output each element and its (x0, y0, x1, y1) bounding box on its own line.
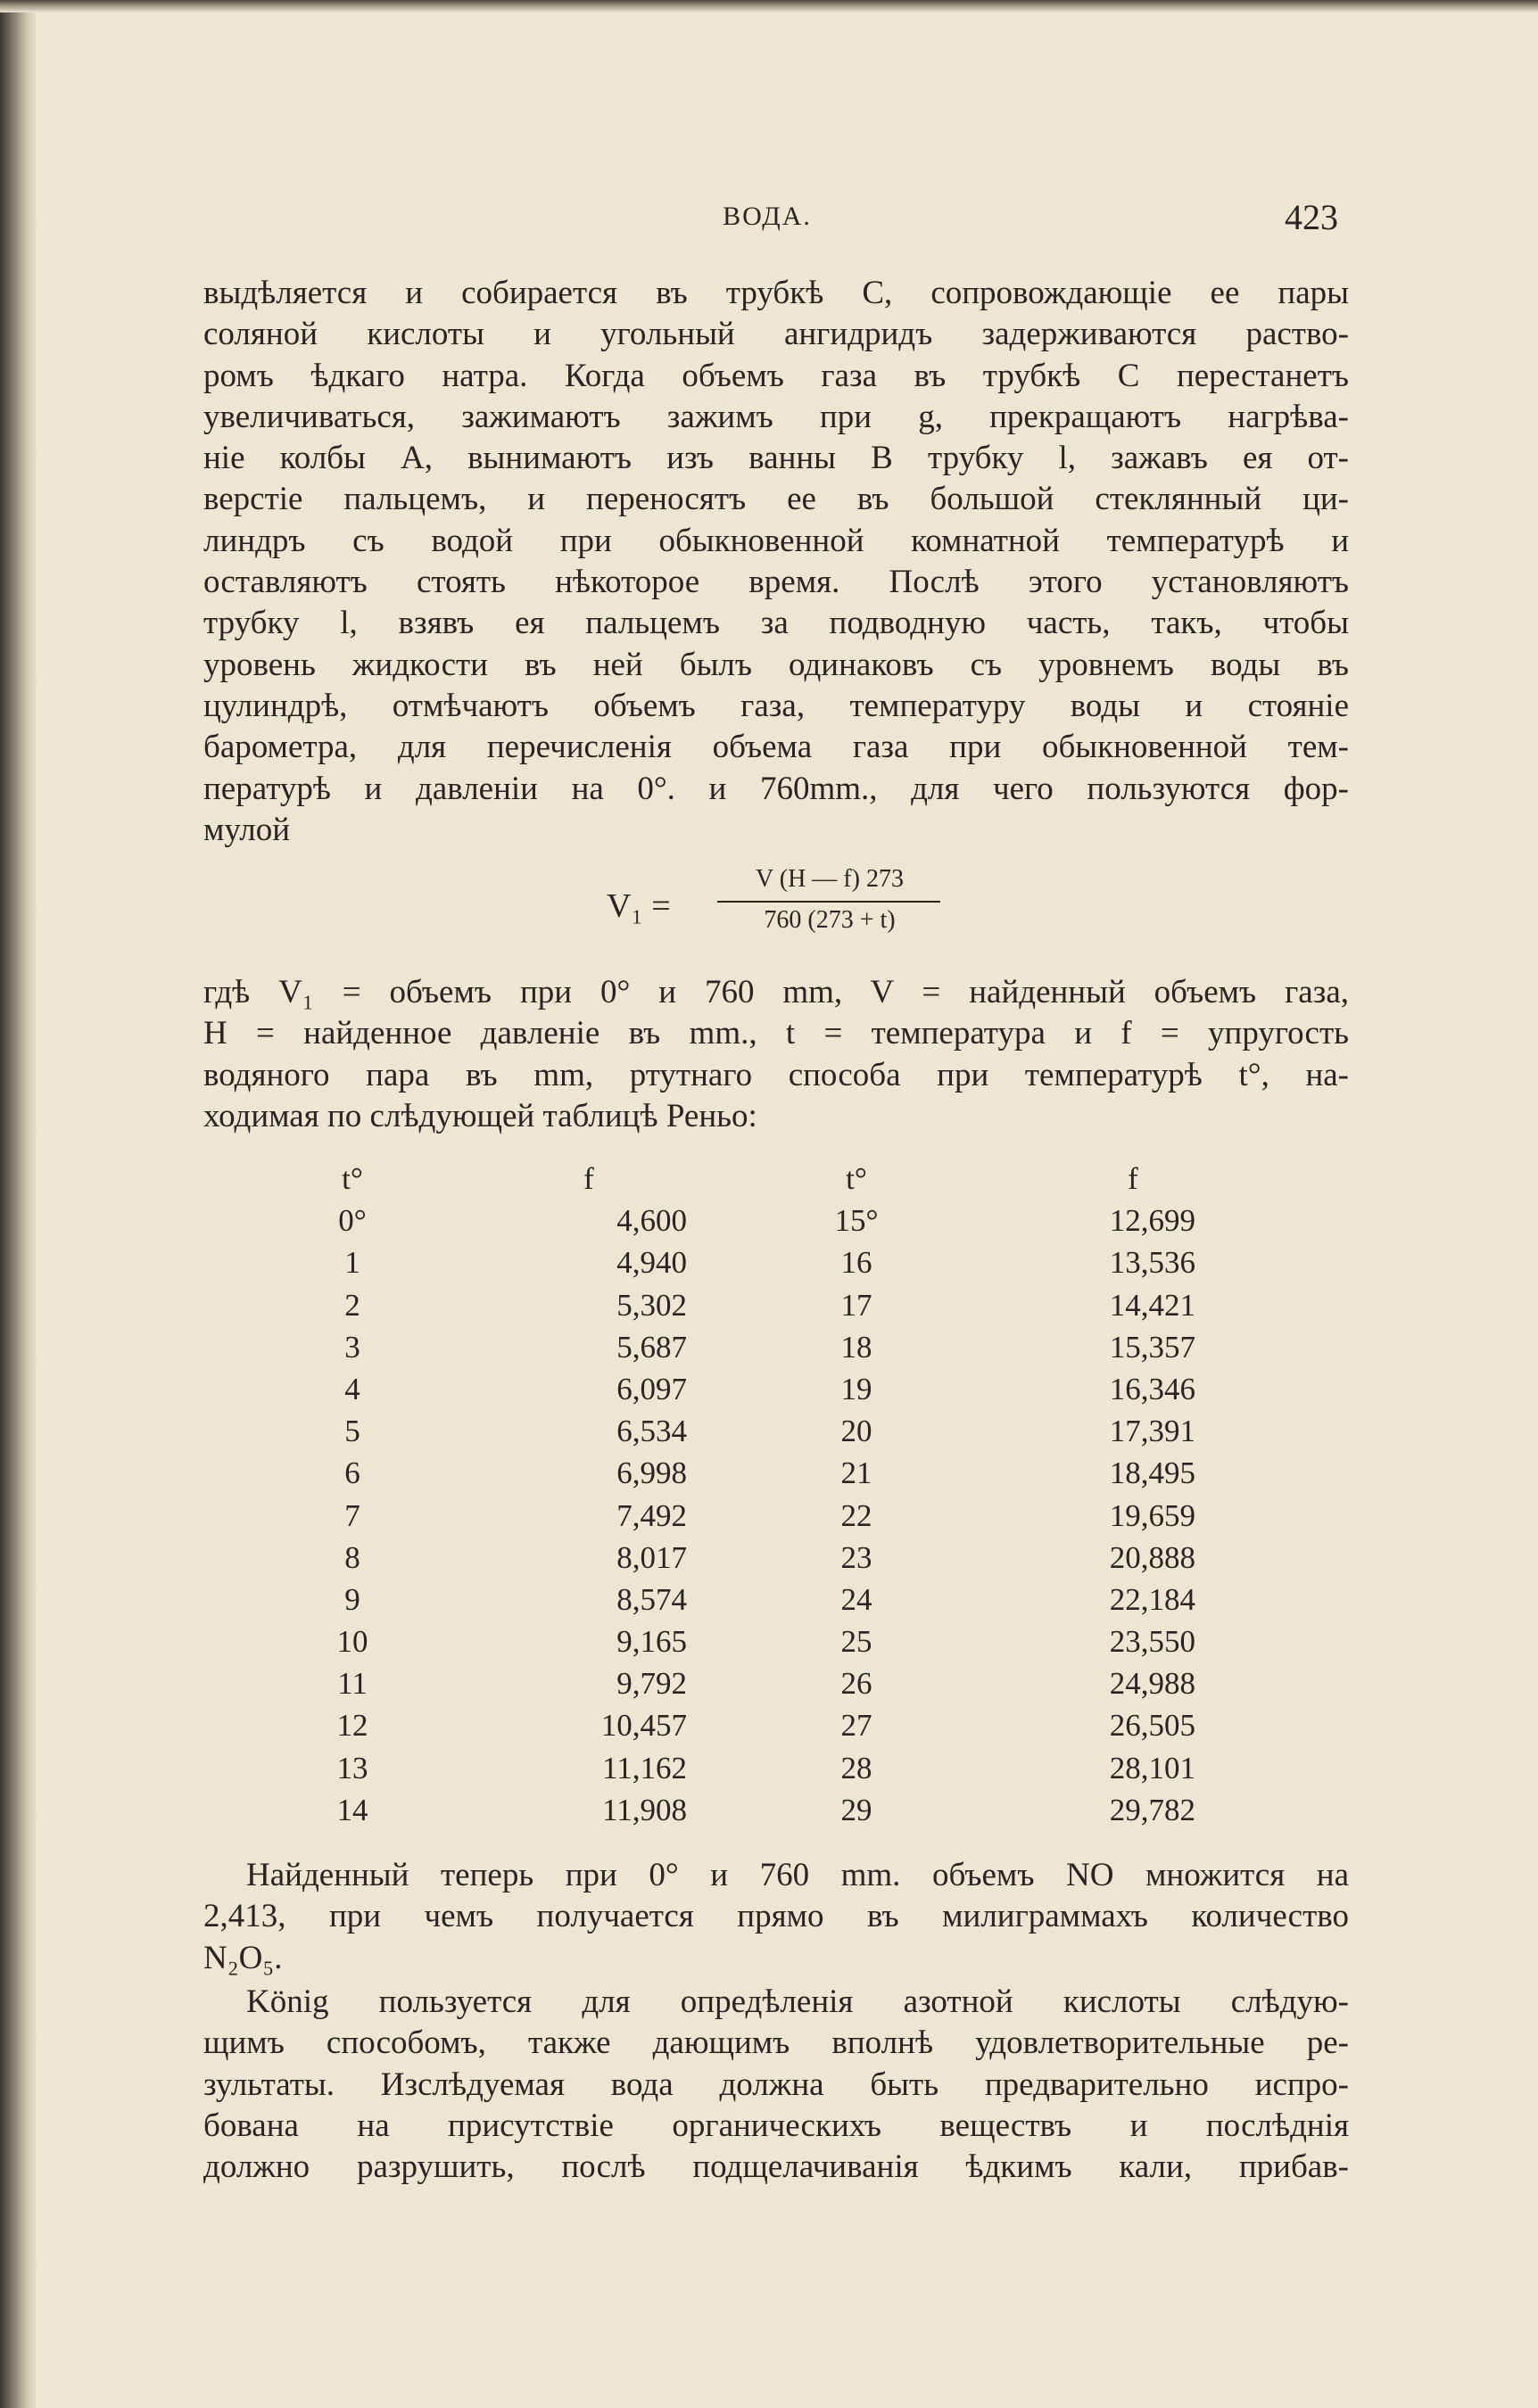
table-cell: 8,574 (616, 1581, 687, 1617)
table-cell: 11,162 (602, 1750, 687, 1785)
text-line: ромъ ѣдкаго натра. Когда объемъ газа въ трубкѣ C перестанетъ (203, 357, 1349, 394)
table-cell: 3 (344, 1329, 360, 1365)
table-cell: 16 (840, 1245, 872, 1281)
text-line: гдѣ V₁ = объемъ при 0° и 760 mm, V = найденный объемъ газа, (203, 974, 1349, 1010)
table-cell: 27 (840, 1708, 872, 1744)
table-cell: 26 (840, 1666, 872, 1702)
text-line: пературѣ и давленіи на 0°. и 760mm., для чего пользуются фор- (203, 770, 1349, 807)
table-cell: 6,534 (616, 1414, 687, 1449)
text-line: верстіе пальцемъ, и переносятъ ее въ большой стеклянный ци- (203, 481, 1349, 518)
table-row (321, 1288, 1258, 1330)
paragraph-4 (203, 1982, 1349, 2188)
text-line: König пользуется для опредѣленія азотной кислоты слѣдую- (246, 1983, 1349, 2020)
table-row (321, 1498, 1258, 1540)
table-cell: 10 (336, 1624, 368, 1660)
table-cell: 9,792 (616, 1666, 687, 1702)
text-line: ніе колбы A, вынимаютъ изъ ванны B трубку l, зажавъ ея от- (203, 440, 1349, 477)
table-row (321, 1666, 1258, 1708)
paragraph-3 (203, 1855, 1349, 1979)
table-cell: 21 (840, 1456, 872, 1491)
table-cell: 12,699 (1109, 1203, 1195, 1239)
table-cell: 10,457 (600, 1708, 687, 1744)
table-cell: 29,782 (1109, 1792, 1195, 1827)
table-cell: 8 (344, 1539, 360, 1575)
table-cell: 17 (840, 1287, 872, 1323)
table-cell: 0° (338, 1203, 367, 1239)
table-cell: 2 (344, 1287, 360, 1323)
text-line: H = найденное давленіе въ mm., t = температура и f = упругость (203, 1015, 1349, 1052)
table-cell: 18 (840, 1329, 872, 1365)
table-row (321, 1793, 1258, 1835)
table-cell: 15° (834, 1203, 879, 1239)
table-cell: 5 (344, 1414, 360, 1449)
table-cell: 9,165 (616, 1624, 687, 1660)
table-body (321, 1203, 1258, 1835)
text-line: мулой (203, 811, 291, 848)
table-row (321, 1414, 1258, 1456)
table-cell: 14 (336, 1792, 368, 1827)
table-header-cell: f (1128, 1161, 1138, 1196)
text-line: водяного пара въ mm, ртутнаго способа при температурѣ t°, на- (203, 1056, 1349, 1093)
running-title: ВОДА. (723, 202, 812, 231)
table-cell: 17,391 (1109, 1414, 1195, 1449)
table-cell: 5,302 (616, 1287, 687, 1323)
table-cell: 6 (344, 1456, 360, 1491)
table-row (321, 1708, 1258, 1750)
table-cell: 23,550 (1109, 1624, 1195, 1660)
table-cell: 12 (336, 1708, 368, 1744)
table-cell: 13,536 (1109, 1245, 1195, 1281)
text-line: зультаты. Изслѣдуемая вода должна быть предварительно испро- (203, 2066, 1349, 2103)
text-line: уровень жидкости въ ней былъ одинаковъ съ уровнемъ воды въ (203, 646, 1349, 683)
table-row (321, 1245, 1258, 1287)
page-header (0, 197, 1538, 255)
table-cell: 23 (840, 1539, 872, 1575)
table-cell: 24 (840, 1581, 872, 1617)
table-header-row (321, 1161, 1258, 1203)
text-line: линдръ съ водой при обыкновенной комнатной температурѣ и (203, 522, 1349, 559)
table-cell: 13 (336, 1750, 368, 1785)
table-cell: 20,888 (1109, 1539, 1195, 1575)
table-row (321, 1751, 1258, 1793)
table-cell: 25 (840, 1624, 872, 1660)
formula-denominator: 760 (273 + t) (764, 906, 896, 934)
table-header-cell: f (583, 1161, 594, 1196)
page-edge-top (0, 0, 1538, 12)
table-cell: 16,346 (1109, 1371, 1195, 1406)
table-cell: 19,659 (1109, 1497, 1195, 1533)
text-line: 2,413, при чемъ получается прямо въ милиграммахъ количество (203, 1898, 1349, 1935)
paragraph-2 (203, 972, 1349, 1137)
table-cell: 15,357 (1109, 1329, 1195, 1365)
table-cell: 20 (840, 1414, 872, 1449)
text-line: ходимая по слѣдующей таблицѣ Реньо: (203, 1097, 757, 1134)
table-row (321, 1330, 1258, 1372)
table-row (321, 1203, 1258, 1245)
table-cell: 5,687 (616, 1329, 687, 1365)
table-row (321, 1540, 1258, 1582)
fraction-bar (717, 901, 940, 903)
table-cell: 6,998 (616, 1456, 687, 1491)
vapor-pressure-table (321, 1161, 1258, 1835)
table-header-cell: t° (342, 1161, 363, 1196)
text-line: выдѣляется и собирается въ трубкѣ C, сопровождающіе ее пары (203, 275, 1349, 311)
table-cell: 29 (840, 1792, 872, 1827)
text-line: оставляютъ стоять нѣкоторое время. Послѣ этого установляютъ (203, 564, 1349, 601)
table-row (321, 1582, 1258, 1624)
text-line: должно разрушить, послѣ подщелачиванія ѣдкимъ кали, прибав- (203, 2148, 1349, 2186)
text-line: барометра, для перечисленія объема газа при обыкновенной тем- (203, 729, 1349, 766)
table-cell: 1 (344, 1245, 360, 1281)
table-header-cell: t° (846, 1161, 867, 1196)
formula-numerator: V (H — f) 273 (756, 865, 904, 893)
table-cell: 11 (337, 1666, 368, 1702)
table-cell: 7,492 (616, 1497, 687, 1533)
table-cell: 6,097 (616, 1371, 687, 1406)
table-cell: 22 (840, 1497, 872, 1533)
page-number: 423 (1285, 197, 1338, 237)
table-cell: 4 (344, 1371, 360, 1406)
table-cell: 19 (840, 1371, 872, 1406)
text-line: бована на присутствіе органическихъ веществъ и послѣднія (203, 2107, 1349, 2144)
text-line: Найденный теперь при 0° и 760 mm. объемъ NO множится на (246, 1857, 1349, 1893)
table-cell: 4,600 (616, 1203, 687, 1239)
table-cell: 14,421 (1109, 1287, 1195, 1323)
table-cell: 24,988 (1109, 1666, 1195, 1702)
table-cell: 8,017 (616, 1539, 687, 1575)
table-cell: 28 (840, 1750, 872, 1785)
text-line: трубку l, взявъ ея пальцемъ за подводную часть, такъ, чтобы (203, 605, 1349, 642)
text-line: увеличиваться, зажимаютъ зажимъ при g, прекращаютъ нагрѣва- (203, 398, 1349, 435)
formula-lhs: V₁ = (607, 887, 671, 925)
table-cell: 9 (344, 1581, 360, 1617)
text-line: N₂O₅. (203, 1939, 283, 1976)
table-cell: 7 (344, 1497, 360, 1533)
paragraph-1 (203, 273, 1349, 851)
table-cell: 26,505 (1109, 1708, 1195, 1744)
table-cell: 18,495 (1109, 1456, 1195, 1491)
table-row (321, 1372, 1258, 1414)
text-line: соляной кислоты и угольный ангидридъ задерживаются раство- (203, 316, 1349, 353)
table-cell: 11,908 (602, 1792, 687, 1827)
table-row (321, 1624, 1258, 1666)
text-line: цулиндрѣ, отмѣчаютъ объемъ газа, температуру воды и стояніе (203, 687, 1349, 724)
text-line: щимъ способомъ, также дающимъ вполнѣ удовлетворительные ре- (203, 2025, 1349, 2062)
table-cell: 22,184 (1109, 1581, 1195, 1617)
table-cell: 4,940 (616, 1245, 687, 1281)
formula (607, 865, 963, 954)
page-edge-left (0, 0, 37, 2408)
table-row (321, 1456, 1258, 1497)
table-cell: 28,101 (1109, 1750, 1195, 1785)
